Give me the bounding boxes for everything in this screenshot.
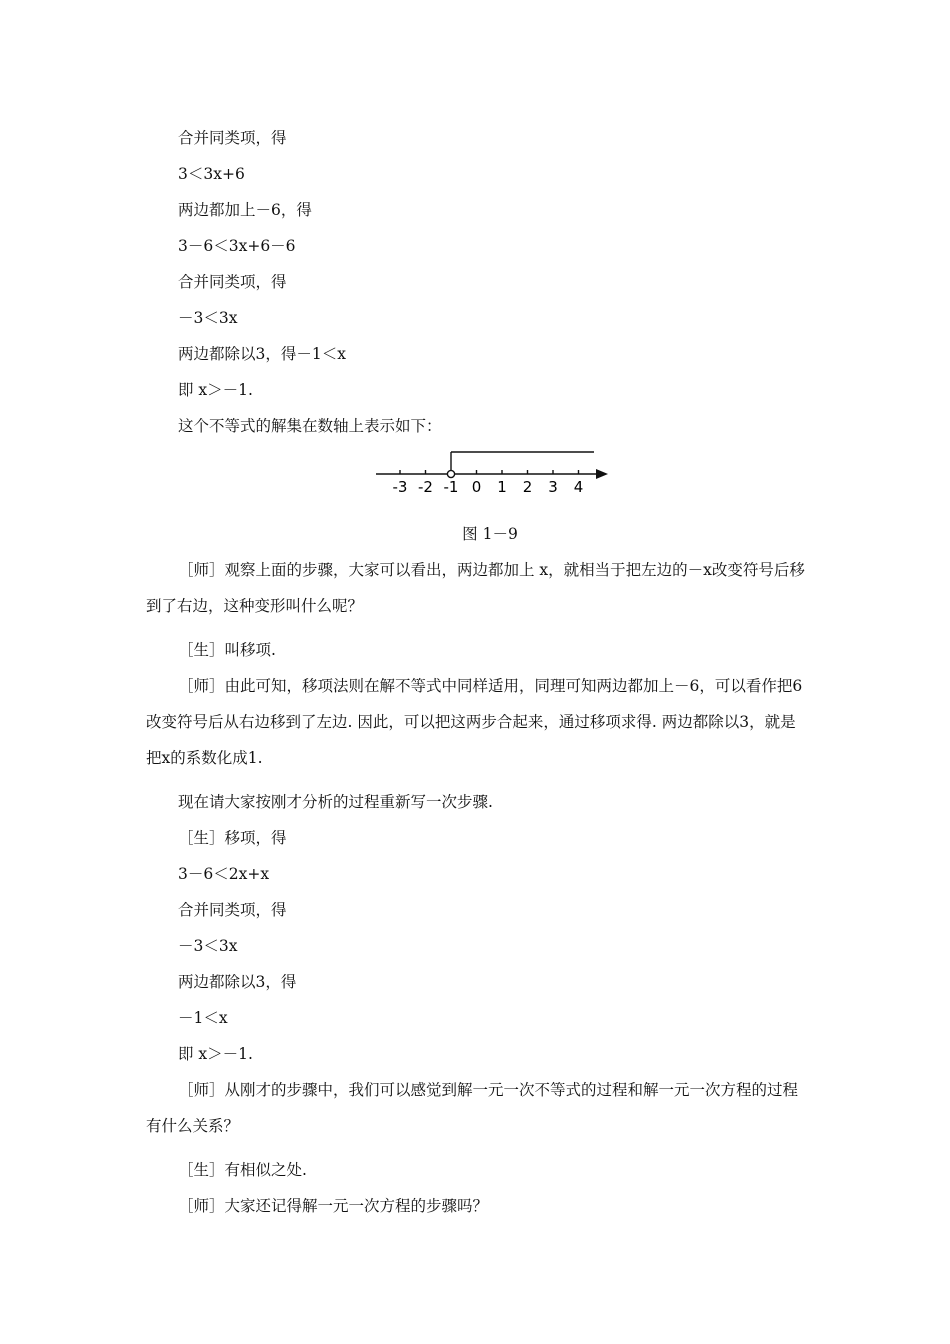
text-line: 两边都除以3，得 bbox=[178, 973, 297, 991]
dialogue-paragraph: ［师］观察上面的步骤，大家可以看出，两边都加上 x，就相当于把左边的－x改变符号后移到了右边，这种变形叫什么呢？ bbox=[146, 561, 805, 615]
tick-label: 4 bbox=[573, 478, 584, 496]
text-line: 合并同类项，得 bbox=[178, 901, 287, 919]
text-line: 合并同类项，得 bbox=[178, 273, 287, 291]
text-line: 现在请大家按刚才分析的过程重新写一次步骤. bbox=[178, 793, 493, 811]
tick-label: 0 bbox=[471, 478, 482, 496]
figure-caption: 图 1－9 bbox=[462, 525, 518, 543]
text-line: －3＜3x bbox=[178, 309, 238, 327]
text-line: 两边都加上－6，得 bbox=[178, 201, 312, 219]
tick-label: -3 bbox=[392, 478, 408, 496]
text-line: ［生］移项，得 bbox=[178, 829, 287, 847]
text-line: －3＜3x bbox=[178, 937, 238, 955]
text-line: 3＜3x+6 bbox=[178, 165, 245, 183]
dialogue-paragraph: ［生］叫移项. bbox=[178, 641, 276, 659]
axis-arrow bbox=[596, 469, 608, 479]
text-line: －1＜x bbox=[178, 1009, 228, 1027]
tick-label: 2 bbox=[522, 478, 533, 496]
text-line: 两边都除以3，得－1＜x bbox=[178, 345, 346, 363]
number-line-figure bbox=[372, 440, 618, 498]
dialogue-paragraph: ［师］从刚才的步骤中，我们可以感觉到解一元一次不等式的过程和解一元一次方程的过程有什么关系？ bbox=[146, 1081, 799, 1135]
text-line: 合并同类项，得 bbox=[178, 129, 287, 147]
tick-label: -1 bbox=[443, 478, 459, 496]
dialogue-paragraph: ［师］由此可知，移项法则在解不等式中同样适用，同理可知两边都加上－6，可以看作把6改变符号后从右边移到了左边. 因此，可以把这两步合起来，通过移项求得. 两边都除以3，就是把x的系数化成1. bbox=[146, 677, 803, 767]
text-line: 即 x＞－1. bbox=[178, 1045, 253, 1063]
text-line: 3－6＜2x+x bbox=[178, 865, 270, 883]
tick-labels bbox=[393, 478, 584, 496]
tick-label: -2 bbox=[418, 478, 433, 496]
text-line: 这个不等式的解集在数轴上表示如下： bbox=[178, 417, 442, 435]
dialogue-paragraph: ［生］有相似之处. bbox=[178, 1161, 307, 1179]
open-endpoint-circle bbox=[447, 470, 454, 477]
text-line: 3－6＜3x+6－6 bbox=[178, 237, 296, 255]
text-line: 即 x＞－1. bbox=[178, 381, 253, 399]
tick-label: 3 bbox=[548, 478, 558, 496]
tick-label: 1 bbox=[497, 478, 507, 496]
dialogue-paragraph: ［师］大家还记得解一元一次方程的步骤吗？ bbox=[178, 1197, 489, 1215]
